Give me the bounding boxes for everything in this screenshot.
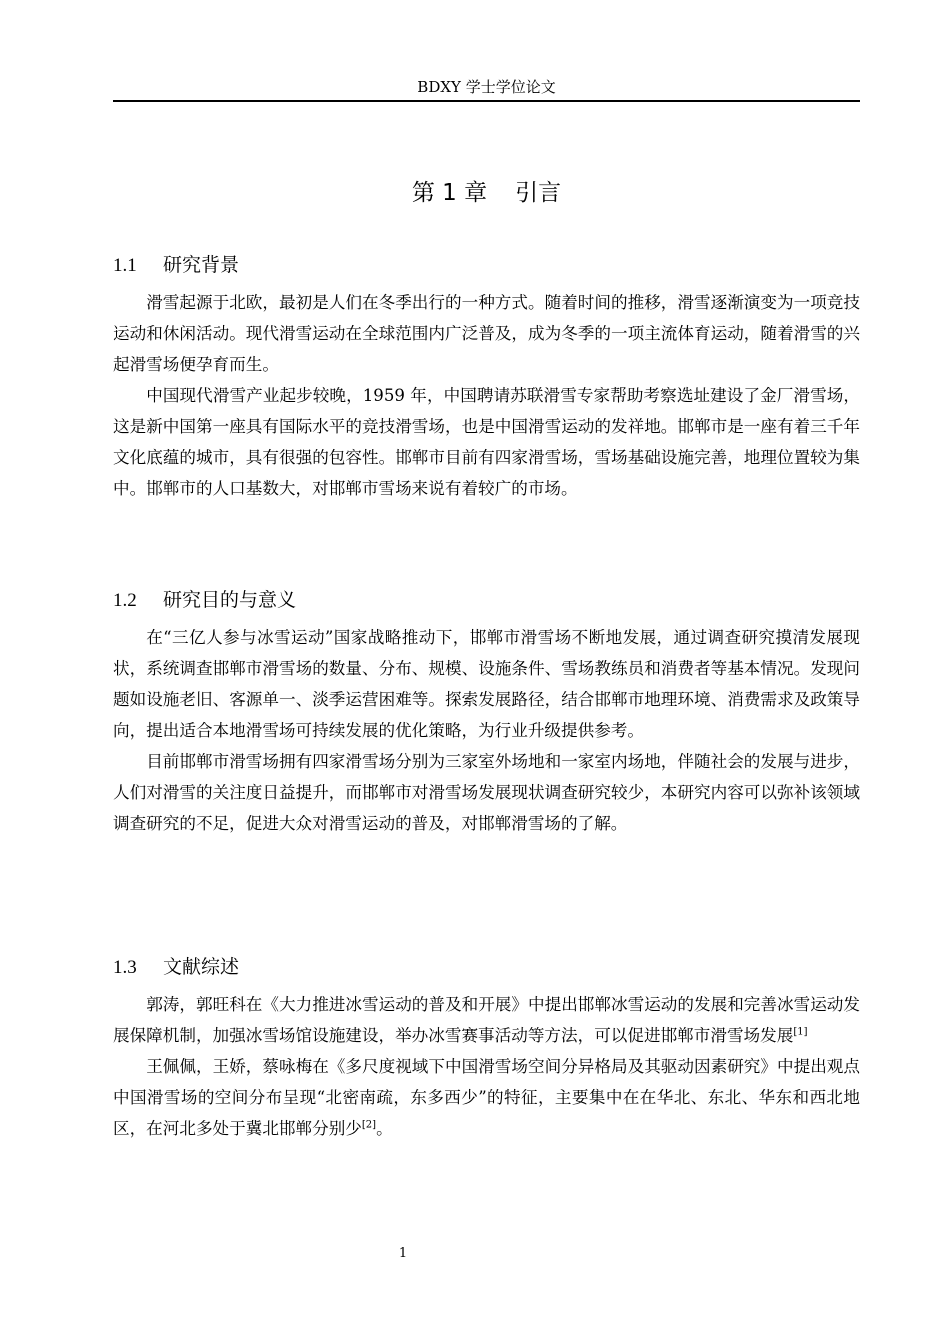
paragraph: 目前邯郸市滑雪场拥有四家滑雪场分别为三家室外场地和一家室内场地，伴随社会的发展与进步，人们对滑雪的关注度日益提升，而邯郸市对滑雪场发展现状调查研究较少，本研究内容可以弥补该领域调查研究的不足，促进大众对滑雪运动的普及，对邯郸滑雪场的了解。 <box>113 752 860 833</box>
paragraph: 滑雪起源于北欧，最初是人们在冬季出行的一种方式。随着时间的推移，滑雪逐渐演变为一项竞技运动和休闲活动。现代滑雪运动在全球范围内广泛普及，成为冬季的一项主流体育运动，随着滑雪的兴起滑雪场便孕育而生。 <box>113 293 860 374</box>
section-literature-review <box>113 952 860 1144</box>
page-number: 1 <box>398 1246 408 1261</box>
section-title: 研究背景 <box>163 254 240 276</box>
chapter-name: 引言 <box>515 180 562 206</box>
section-heading <box>113 585 860 616</box>
paragraph-text: 郭涛，郭旺科在《大力推进冰雪运动的普及和开展》中提出邯郸冰雪运动的发展和完善冰雪运动发展保障机制，加强冰雪场馆设施建设，举办冰雪赛事活动等方法，可以促进邯郸市滑雪场发展 <box>113 995 860 1045</box>
section-purpose-significance <box>113 585 860 839</box>
section-number: 1.3 <box>113 957 137 978</box>
paragraph: 在“三亿人参与冰雪运动”国家战略推动下，邯郸市滑雪场不断地发展，通过调查研究摸清发展现状，系统调查邯郸市滑雪场的数量、分布、规模、设施条件、雪场教练员和消费者等基本情况。发现问题如设施老旧、客源单一、淡季运营困难等。探索发展路径，结合邯郸市地理环境、消费需求及政策导向，提出适合本地滑雪场可持续发展的优化策略，为行业升级提供参考。 <box>113 628 860 740</box>
section-number: 1.1 <box>113 255 137 276</box>
header-rule <box>113 100 860 102</box>
paragraph <box>113 989 860 1051</box>
paragraph-text: 王佩佩，王娇，蔡咏梅在《多尺度视域下中国滑雪场空间分异格局及其驱动因素研究》中提出观点中国滑雪场的空间分布呈现“北密南疏，东多西少”的特征，主要集中在在华北、东北、华东和西北地区，在河北多处于冀北邯郸分别少 <box>113 1057 860 1138</box>
section-heading <box>113 952 860 983</box>
paragraph <box>113 1051 860 1144</box>
citation-marker: [2] <box>361 1119 377 1131</box>
section-research-background <box>113 250 860 504</box>
paragraph-tail: 。 <box>376 1119 393 1138</box>
paragraph: 中国现代滑雪产业起步较晚，1959 年，中国聘请苏联滑雪专家帮助考察选址建设了金厂滑雪场，这是新中国第一座具有国际水平的竞技滑雪场，也是中国滑雪运动的发祥地。邯郸市是一座有着三千年文化底蕴的城市，具有很强的包容性。邯郸市目前有四家滑雪场，雪场基础设施完善，地理位置较为集中。邯郸市的人口基数大，对邯郸市雪场来说有着较广的市场。 <box>113 386 860 498</box>
chapter-number: 第 1 章 <box>411 180 488 206</box>
section-title: 研究目的与意义 <box>163 589 297 611</box>
section-number: 1.2 <box>113 590 137 611</box>
chapter-title <box>113 176 860 210</box>
section-heading <box>113 250 860 281</box>
citation-marker: [1] <box>793 1026 808 1038</box>
section-title: 文献综述 <box>163 956 240 978</box>
page-header: BDXY 学士学位论文 <box>417 78 556 96</box>
